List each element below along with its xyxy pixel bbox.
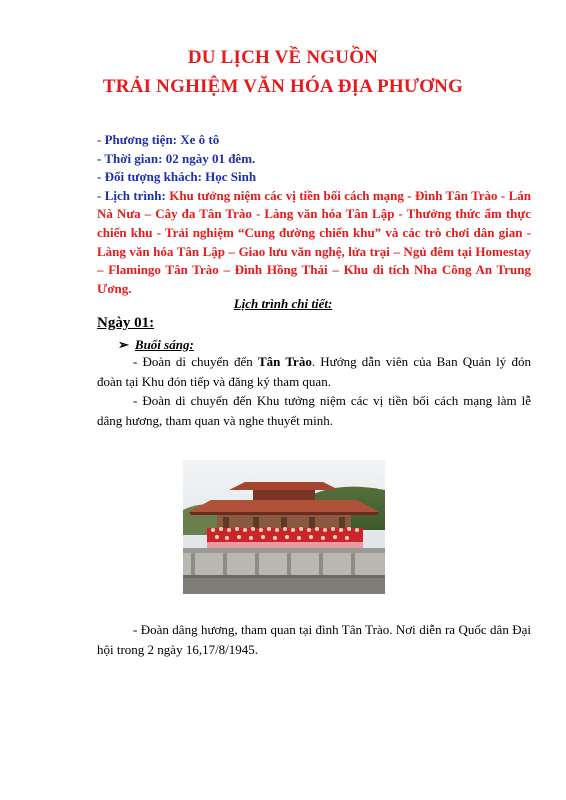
page-title-line1: DU LỊCH VỀ NGUỒN: [187, 47, 379, 68]
morning-label: Buổi sáng:: [134, 337, 194, 352]
day1-heading: Ngày 01:: [97, 315, 155, 331]
itinerary-text: Khu tưởng niệm các vị tiền bối cách mạng - Đình Tân Trào - Lán Nà Nưa – Cây đa Tân Trào - Làng văn hóa Tân Lập - Thưởng thức ẩm thực chiến khu - Trải nghiệm “Cung đường chiến khu” và các trò chơi dân gian - Làng văn hóa Tân Lập – Giao lưu văn nghệ, lửa trại – Ngủ đêm tại Homestay – Flamingo Tân Trào – Đình Hồng Thái – Khu di tích Nha Công An Trung Ương.: [97, 187, 531, 296]
arrow-bullet-icon: ➢: [118, 337, 129, 352]
detail-heading: Lịch trình chi tiết:: [233, 296, 333, 311]
day1-paragraph-2: [97, 391, 531, 431]
p1-text-a: - Đoàn di chuyển đến: [133, 354, 258, 369]
audience-line: - Đối tượng khách: Học Sinh: [97, 169, 257, 185]
p1-bold-place: Tân Trào: [257, 354, 312, 369]
morning-heading: [118, 337, 194, 353]
day1-paragraph-1: [97, 352, 531, 392]
vehicle-line: - Phương tiện: Xe ô tô: [97, 132, 220, 147]
day1-paragraph-3: [97, 620, 531, 660]
itinerary-label: - Lịch trình:: [97, 187, 170, 203]
p1-text-b: . Hướng dẫn viên của Ban Quản lý đón đoàn tại Khu đón tiếp và đăng ký tham quan.: [97, 354, 531, 389]
temple-group-photo: [183, 460, 385, 594]
page-title-line2: TRẢI NGHIỆM VĂN HÓA ĐỊA PHƯƠNG: [102, 76, 464, 97]
p3-text: - Đoàn dâng hương, tham quan tại đình Tân Trào. Nơi diễn ra Quốc dân Đại hội trong 2 ngày 16,17/8/1945.: [97, 622, 531, 657]
info-block: [97, 131, 531, 298]
p2-text: - Đoàn di chuyển đến Khu tưởng niệm các vị tiền bối cách mạng làm lễ dâng hương, tham quan và nghe thuyết minh.: [97, 393, 531, 428]
duration-line: - Thời gian: 02 ngày 01 đêm.: [97, 150, 256, 166]
itinerary-paragraph: [97, 187, 531, 299]
